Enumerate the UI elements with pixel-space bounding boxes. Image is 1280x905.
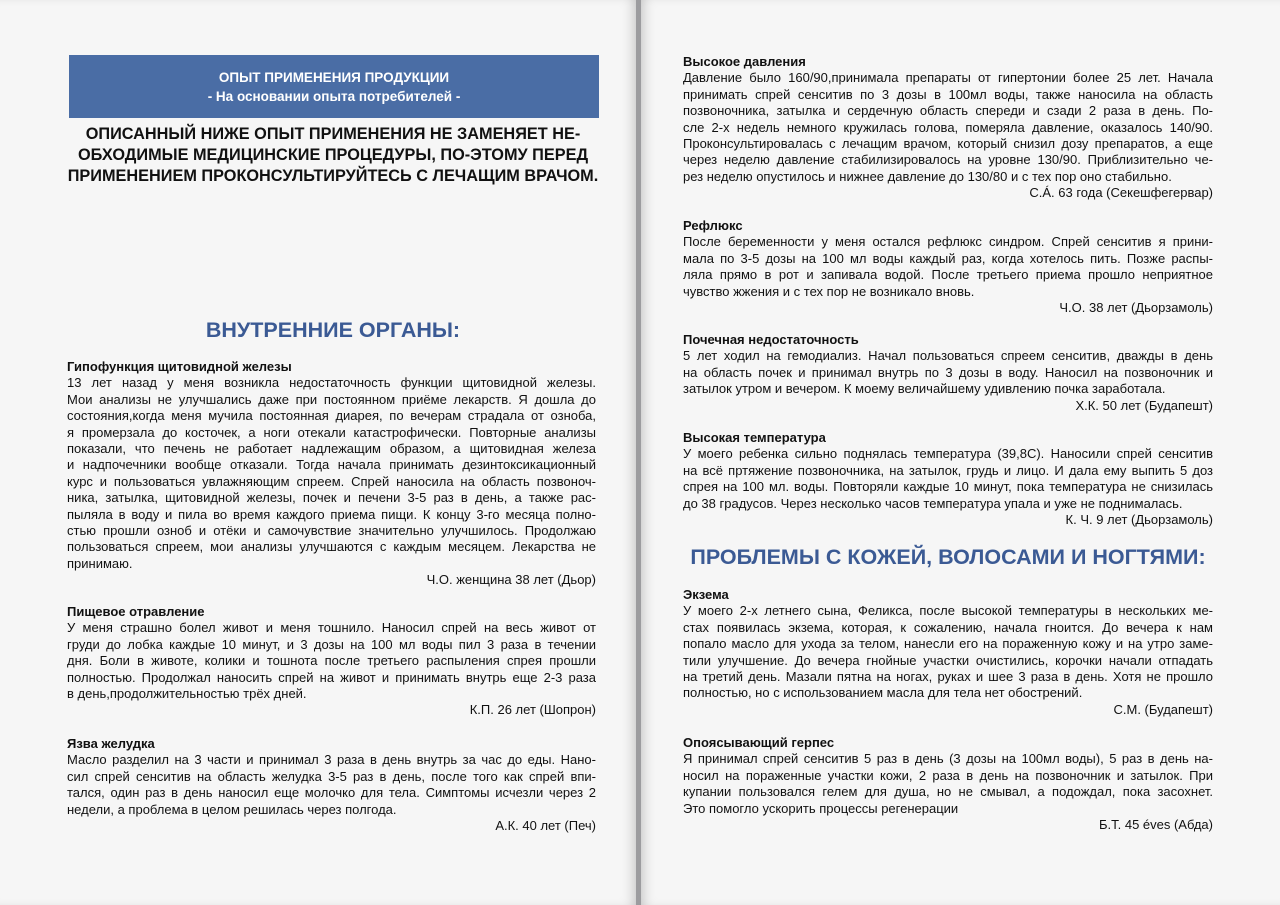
- entry-text-line: 5 лет ходил на гемодиализ. Начал пользоваться спреем сенситив, дважды в день: [683, 348, 1213, 364]
- entry-title: Пищевое отравление: [67, 604, 205, 619]
- entry-eczema: [683, 587, 1213, 718]
- entry-title: Опоясывающий герпес: [683, 735, 835, 750]
- entry-text-line: Масло разделил на 3 части и принимал 3 раза в день внутрь за час до еды. Нано-: [67, 752, 596, 768]
- entry-text-line: Это помогло ускорить процессы регенерации: [683, 800, 959, 816]
- entry-kidney-failure: [683, 332, 1213, 414]
- section-heading-internal-organs: ВНУТРЕННИЕ ОРГАНЫ:: [205, 318, 461, 342]
- header-title: ОПЫТ ПРИМЕНЕНИЯ ПРОДУКЦИИ: [218, 70, 450, 85]
- entry-text-line: пыляла в воду и пила во время каждого приема пищи. К концу 3-го месяца полно-: [67, 506, 596, 522]
- entry-text-line: тался, один раз в день наносил еще молочко для тела. Симптомы исчезли через 2: [67, 785, 596, 801]
- entry-text-line: 13 лет назад у меня возникла недостаточность функции щитовидной железы.: [67, 375, 596, 391]
- entry-text-line: Проконсультировалась с лечащим врачом, который снизил дозу препаратов, а еще: [683, 136, 1213, 152]
- entry-title: Высокое давления: [683, 54, 806, 69]
- entry-reflux: [683, 218, 1213, 316]
- entry-text-line: до 38 градусов. Через несколько часов температура упала и уже не поднималась.: [683, 495, 1183, 511]
- entry-signature: К.П. 26 лет (Шопрон): [469, 702, 596, 718]
- entry-text-line: У меня страшно болел живот и меня тошнило. Наносил спрей на весь живот от: [67, 620, 596, 636]
- entry-title: Почечная недостаточность: [683, 332, 859, 347]
- entry-signature: К. Ч. 9 лет (Дьорзамоль): [1065, 512, 1213, 528]
- entry-title: Гипофункция щитовидной железы: [67, 359, 292, 374]
- entry-text-line: попало масло для ухода за телом, нанесли его на пораженную кожу и на утро заме-: [683, 636, 1213, 652]
- entry-text-line: тили улучшение. До вечера гнойные участки очистились, корочки начали отпадать: [683, 652, 1213, 668]
- entry-title: Экзема: [683, 587, 729, 602]
- entry-title: Язва желудка: [67, 736, 155, 751]
- entry-text-line: полностью, но с использованием масла для тела нет обострений.: [683, 685, 1083, 701]
- entry-text-line: полностью. Продолжал наносить спрей на живот и принимать внутрь еще 2-3 раза: [67, 669, 596, 685]
- entry-signature: Ч.О. женщина 38 лет (Дьор): [426, 572, 596, 588]
- entry-text-line: через неделю давление стабилизировалось на уровне 130/90. Приблизительно че-: [683, 152, 1213, 168]
- disclaimer-line: ОПИСАННЫЙ НИЖЕ ОПЫТ ПРИМЕНЕНИЯ НЕ ЗАМЕНЯЕТ НЕ-: [85, 125, 581, 143]
- entry-shingles: [683, 735, 1213, 833]
- entry-signature: С.М. (Будапешт): [1113, 701, 1213, 717]
- entry-text-line: и надпочечники вообще отказали. Тогда начала принимать дезинтоксикационный: [67, 457, 596, 473]
- entry-text-line: недели, а проблема в целом решилась через полгода.: [67, 801, 397, 817]
- entry-text-line: У моего ребенка сильно поднялась температура (39,8С). Наносили спрей сенситив: [683, 446, 1213, 462]
- disclaimer: [66, 124, 600, 187]
- entry-text-line: затылок утром и вечером. К моему величайшему удивлению почка заработала.: [683, 381, 1166, 397]
- entry-text-line: стью прошли озноб и отёки и самочувствие значительно улучшилось. Продолжаю: [67, 523, 596, 539]
- header-banner: [69, 55, 599, 118]
- entry-text-line: Давление было 160/90,принимала препараты от гипертонии более 25 лет. Начала: [683, 70, 1213, 86]
- entry-text-line: показали, что печень не работает надлежащим образом, а щитовидная железа: [67, 441, 596, 457]
- entry-thyroid: [67, 359, 596, 589]
- entry-text-line: на всё пртяжение позвоночника, на затылок, грудь и лицо. И дала ему выпить 5 доз: [683, 462, 1213, 478]
- entry-stomach-ulcer: [67, 736, 596, 834]
- entry-text-line: У моего 2-х летнего сына, Феликса, после высокой температуры в нескольких ме-: [683, 603, 1213, 619]
- entry-text-line: После беременности у меня остался рефлюкс синдром. Спрей сенситив я прини-: [683, 234, 1213, 250]
- entry-text-line: пользоваться спреем, мои анализы улучшаются с каждым месяцем. Лекарства не: [67, 539, 596, 555]
- entry-text-line: рез неделю опустилось и нижнее давление до 130/80 и с тех пор оно стабильно.: [683, 168, 1172, 184]
- entry-text-line: сил спрей сенситив на область желудка 3-5 раз в день, после того как спрей впи-: [67, 768, 596, 784]
- entry-text-line: груди до лобка каждые 10 минут, и 3 дозы на 100 мл воды пил 3 раза в течении: [67, 636, 596, 652]
- entry-text-line: мала по 3-5 дозы на 100 мл воды каждый раз, когда хотелось пить. Позже распы-: [683, 250, 1213, 266]
- entry-text-line: принимать спрей сенситив по 3 дозы в 100мл воды, также наносила на область: [683, 86, 1213, 102]
- entry-food-poisoning: [67, 604, 596, 719]
- section-heading-skin-hair-nails: ПРОБЛЕМЫ С КОЖЕЙ, ВОЛОСАМИ И НОГТЯМИ:: [690, 545, 1206, 569]
- entry-signature: Ч.О. 38 лет (Дьорзамоль): [1059, 300, 1213, 316]
- entry-signature: А.К. 40 лет (Печ): [495, 818, 596, 834]
- entry-title: Высокая температура: [683, 430, 826, 445]
- entry-text-line: ляла прямо в рот и запивала водой. После третьего приема прошло неприятное: [683, 267, 1213, 283]
- entry-signature: Х.К. 50 лет (Будапешт): [1075, 397, 1213, 413]
- entry-text-line: Я принимал спрей сенситив 5 раз в день (3 дозы на 100мл воды), 5 раз в день на-: [683, 751, 1213, 767]
- entry-high-fever: [683, 430, 1213, 528]
- entry-text-line: Мои анализы не улучшались даже при постоянном приёме лекарств. Я дошла до: [67, 391, 596, 407]
- entry-signature: Б.Т. 45 éves (Абда): [1098, 817, 1213, 833]
- header-subtitle: - На основании опыта потребителей -: [207, 89, 461, 104]
- entry-text-line: купании пользовался гелем для душа, но не смывал, а подождал, пока засохнет.: [683, 784, 1213, 800]
- entry-text-line: носил на пораженные участки кожи, 2 раза в день на позвоночник и затылок. При: [683, 767, 1213, 783]
- entry-text-line: на третий день. Мазали пятна на ногах, руках и шее 3 раза в день. Хотя не прошло: [683, 669, 1213, 685]
- entry-text-line: сле 2-х недель немного кружилась голова, померяла давление, оказалось 140/90.: [683, 119, 1213, 135]
- disclaimer-line: ОБХОДИМЫЕ МЕДИЦИНСКИЕ ПРОЦЕДУРЫ, ПО-ЭТОМУ ПЕРЕД: [77, 146, 589, 164]
- entry-signature: С.Á. 63 года (Секешфегервар): [1029, 185, 1213, 201]
- entry-high-pressure: [683, 54, 1213, 202]
- entry-text-line: чувство жжения и с тех пор не возникало вновь.: [683, 283, 975, 299]
- entry-text-line: спрея на 100 мл. воды. Повторяли каждые 10 минут, пока температура не снизилась: [683, 479, 1213, 495]
- entry-text-line: курс и пользоваться увлажняющим спреем. Спрей наносила на область позвоноч-: [67, 473, 596, 489]
- entry-text-line: принимаю.: [67, 555, 133, 571]
- entry-text-line: позвоночника, затылка и сердечную область спереди и сзади 2 раза в день. По-: [683, 103, 1213, 119]
- entry-text-line: на область почек и принимал внутрь по 3 дозы в воду. Наносил на позвоночник и: [683, 364, 1213, 380]
- entry-text-line: в день,продолжительностью трёх дней.: [67, 686, 307, 702]
- disclaimer-line: ПРИМЕНЕНИЕМ ПРОКОНСУЛЬТИРУЙТЕСЬ С ЛЕЧАЩИМ ВРАЧОМ.: [67, 167, 599, 185]
- entry-text-line: состояния,когда меня мучила постоянная диарея, по вечерам страдала от озноба,: [67, 408, 596, 424]
- entry-title: Рефлюкс: [683, 218, 743, 233]
- entry-text-line: дня. Боли в животе, колики и тошнота после третьего распыления спрея прошли: [67, 653, 596, 669]
- entry-text-line: ника, затылка, щитовидной железы, почек и печени 3-5 раз в день, а также рас-: [67, 490, 596, 506]
- entry-text-line: стах появилась экзема, которая, к сожалению, начала гноится. До вечера к нам: [683, 619, 1213, 635]
- entry-text-line: я промерзала до косточек, а ноги отекали катастрофически. Повторные анализы: [67, 424, 596, 440]
